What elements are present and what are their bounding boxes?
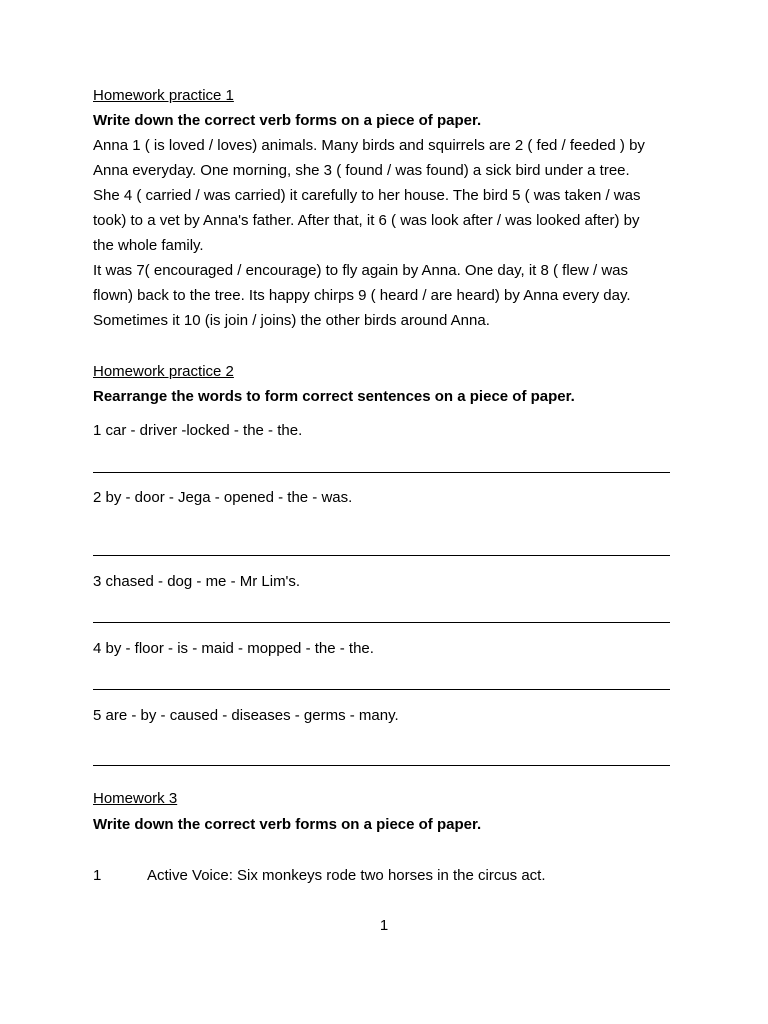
exercise-item-3: 3 chased - dog - me - Mr Lim's. <box>93 573 301 590</box>
section1-line: Anna everyday. One morning, she 3 ( found / was found) a sick bird under a tree. <box>93 162 630 179</box>
section1-line: the whole family. <box>93 237 204 254</box>
exercise-item-4: 4 by - floor - is - maid - mopped - the - the. <box>93 640 374 657</box>
answer-line <box>93 622 670 623</box>
section1-line: She 4 ( carried / was carried) it carefully to her house. The bird 5 ( was taken / was <box>93 187 641 204</box>
page-number: 1 <box>379 917 389 934</box>
section3-heading: Homework 3 <box>93 790 178 807</box>
section1-heading: Homework practice 1 <box>93 87 234 104</box>
section2-heading: Homework practice 2 <box>93 363 234 380</box>
section1-line: Sometimes it 10 (is join / joins) the other birds around Anna. <box>93 312 490 329</box>
exercise-item-1: 1 car - driver -locked - the - the. <box>93 422 303 439</box>
section1-instruction: Write down the correct verb forms on a piece of paper. <box>93 112 482 129</box>
section1-line: It was 7( encouraged / encourage) to fly again by Anna. One day, it 8 ( flew / was <box>93 262 629 279</box>
answer-line <box>93 555 670 556</box>
section1-line: flown) back to the tree. Its happy chirps 9 ( heard / are heard) by Anna every day. <box>93 287 631 304</box>
question-text: Active Voice: Six monkeys rode two horses in the circus act. <box>147 867 546 884</box>
question-number: 1 <box>93 867 102 884</box>
answer-line <box>93 472 670 473</box>
exercise-item-5: 5 are - by - caused - diseases - germs - many. <box>93 707 399 724</box>
answer-line <box>93 765 670 766</box>
section1-line: Anna 1 ( is loved / loves) animals. Many birds and squirrels are 2 ( fed / feeded ) by <box>93 137 645 154</box>
section3-instruction: Write down the correct verb forms on a piece of paper. <box>93 816 482 833</box>
exercise-item-2: 2 by - door - Jega - opened - the - was. <box>93 489 353 506</box>
section2-instruction: Rearrange the words to form correct sentences on a piece of paper. <box>93 388 575 405</box>
section1-line: took) to a vet by Anna's father. After that, it 6 ( was look after / was looked after) by <box>93 212 640 229</box>
answer-line <box>93 689 670 690</box>
